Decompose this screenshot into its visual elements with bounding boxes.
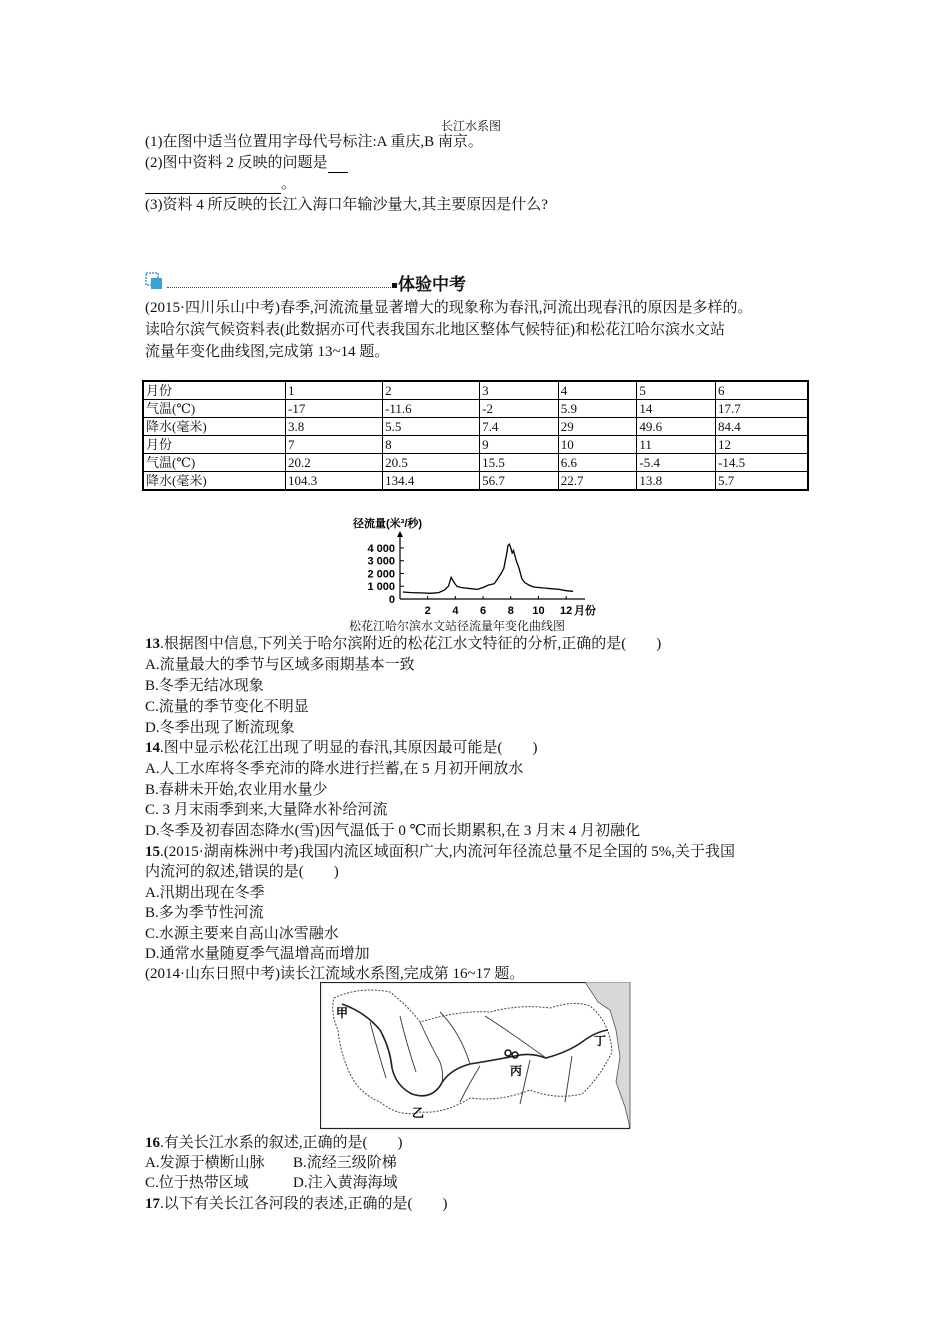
q16-options-row-2 — [145, 1173, 398, 1193]
map-label-ding: 丁 — [594, 1034, 607, 1048]
climate-cell: 5.9 — [558, 400, 637, 418]
climate-table-row — [143, 472, 808, 491]
climate-row-header: 降水(毫米) — [143, 418, 286, 436]
climate-cell: 84.4 — [716, 418, 808, 436]
climate-cell: 134.4 — [383, 472, 480, 491]
climate-cell: 5.5 — [383, 418, 480, 436]
q13-option-d[interactable]: D.冬季出现了断流现象 — [145, 720, 295, 736]
climate-table-row — [143, 454, 808, 472]
climate-cell: 49.6 — [637, 418, 716, 436]
question-15: 15.(2015·湖南株洲中考)我国内流区域面积广大,内流河年径流总量不足全国的 5%,关于我国 — [145, 844, 735, 860]
q16-option-b[interactable]: B.流经三级阶梯 — [293, 1155, 397, 1171]
q16-option-c[interactable]: C.位于热带区域 — [145, 1175, 249, 1191]
climate-cell: -14.5 — [716, 454, 808, 472]
section-icon — [145, 272, 161, 288]
q15-option-a[interactable]: A.汛期出现在冬季 — [145, 885, 265, 901]
question-16: 16.有关长江水系的叙述,正确的是( ) — [145, 1135, 403, 1151]
climate-row-header: 降水(毫米) — [143, 472, 286, 491]
y-tick-label: 1 000 — [367, 581, 395, 594]
question-1: (1)在图中适当位置用字母代号标注:A 重庆,B 南京。 — [145, 134, 483, 150]
y-tick-label: 4 000 — [367, 542, 395, 555]
climate-cell: 56.7 — [480, 472, 559, 491]
climate-row-header: 月份 — [143, 436, 286, 454]
climate-cell: -5.4 — [637, 454, 716, 472]
climate-row-header: 月份 — [143, 381, 286, 400]
climate-cell: 5.7 — [716, 472, 808, 491]
climate-cell: -11.6 — [383, 400, 480, 418]
climate-table-row — [143, 436, 808, 454]
climate-cell: 15.5 — [480, 454, 559, 472]
answer-blank[interactable] — [328, 172, 348, 173]
y-axis-label: 径流量(米³/秒) — [353, 518, 423, 530]
x-tick-label: 12 — [560, 605, 573, 617]
q14-option-a[interactable]: A.人工水库将冬季充沛的降水进行拦蓄,在 5 月初开闸放水 — [145, 761, 524, 777]
x-tick-label: 10 — [532, 605, 545, 617]
climate-cell: 17.7 — [716, 400, 808, 418]
q16-option-d[interactable]: D.注入黄海海域 — [293, 1175, 398, 1191]
climate-cell: 9 — [480, 436, 559, 454]
climate-cell: 3.8 — [286, 418, 383, 436]
section-dotted-rule — [167, 287, 391, 288]
climate-cell: 8 — [383, 436, 480, 454]
y-tick-label: 0 — [388, 594, 395, 606]
harbin-climate-table — [142, 380, 809, 491]
climate-row-header: 气温(℃) — [143, 400, 286, 418]
intro-line-3: 流量年变化曲线图,完成第 13~14 题。 — [145, 344, 390, 360]
q14-option-c[interactable]: C. 3 月末雨季到来,大量降水补给河流 — [145, 802, 388, 818]
map-label-jia: 甲 — [336, 1006, 349, 1020]
section-header — [145, 269, 475, 295]
question-14: 14.图中显示松花江出现了明显的春汛,其原因最可能是( ) — [145, 740, 538, 756]
question-3: (3)资料 4 所反映的长江入海口年输沙量大,其主要原因是什么? — [145, 197, 548, 213]
x-tick-label: 8 — [507, 605, 514, 617]
intro-line-2: 读哈尔滨气候资料表(此数据亦可代表我国东北地区整体气候特征)和松花江哈尔滨水文站 — [145, 322, 725, 338]
climate-cell: 10 — [558, 436, 637, 454]
climate-cell: 11 — [637, 436, 716, 454]
climate-cell: 20.5 — [383, 454, 480, 472]
climate-table-row — [143, 418, 808, 436]
climate-cell: 7.4 — [480, 418, 559, 436]
q15-option-d[interactable]: D.通常水量随夏季气温增高而增加 — [145, 946, 370, 962]
climate-cell: 7 — [286, 436, 383, 454]
q15-option-c[interactable]: C.水源主要来自高山冰雪融水 — [145, 926, 339, 942]
climate-cell: -2 — [480, 400, 559, 418]
intro-16-17: (2014·山东日照中考)读长江流域水系图,完成第 16~17 题。 — [145, 966, 525, 982]
climate-table-row — [143, 381, 808, 400]
question-17: 17.以下有关长江各河段的表述,正确的是( ) — [145, 1196, 448, 1212]
intro-line-1: (2015·四川乐山中考)春季,河流流量显著增大的现象称为春汛,河流出现春汛的原因是多样的。 — [145, 300, 753, 316]
climate-cell: 12 — [716, 436, 808, 454]
climate-cell: 13.8 — [637, 472, 716, 491]
y-tick-label: 2 000 — [367, 568, 395, 581]
climate-cell: 3 — [480, 381, 559, 400]
climate-cell: 5 — [637, 381, 716, 400]
climate-cell: 6 — [716, 381, 808, 400]
q16-options-row-1 — [145, 1153, 397, 1173]
climate-cell: 22.7 — [558, 472, 637, 491]
section-square-bullet — [392, 283, 397, 288]
climate-cell: 2 — [383, 381, 480, 400]
answer-blank-line[interactable] — [145, 193, 281, 194]
q13-option-b[interactable]: B.冬季无结冰现象 — [145, 678, 264, 694]
x-tick-label: 6 — [480, 605, 487, 617]
climate-cell: 1 — [286, 381, 383, 400]
x-axis-label: 月份 — [574, 605, 596, 617]
q15-option-b[interactable]: B.多为季节性河流 — [145, 905, 264, 921]
period: 。 — [281, 176, 297, 192]
question-2-text: (2)图中资料 2 反映的问题是 — [145, 155, 328, 171]
q14-option-d[interactable]: D.冬季及初春固态降水(雪)因气温低于 0 ℃而长期累积,在 3 月末 4 月初融化 — [145, 823, 641, 839]
q14-option-b[interactable]: B.春耕未开始,农业用水量少 — [145, 782, 328, 798]
climate-cell: 14 — [637, 400, 716, 418]
y-axis-arrow — [397, 531, 403, 537]
question-2-continued — [145, 174, 296, 194]
section-title: 体验中考 — [398, 275, 466, 294]
q13-option-a[interactable]: A.流量最大的季节与区域多雨期基本一致 — [145, 657, 415, 673]
x-tick-label: 4 — [452, 605, 459, 617]
q13-option-c[interactable]: C.流量的季节变化不明显 — [145, 699, 309, 715]
climate-cell: 20.2 — [286, 454, 383, 472]
figure-caption-yangtze: 长江水系图 — [441, 119, 502, 133]
question-13: 13.根据图中信息,下列关于哈尔滨附近的松花江水文特征的分析,正确的是( ) — [145, 636, 662, 652]
chart-caption: 松花江哈尔滨水文站径流量年变化曲线图 — [349, 619, 566, 633]
map-label-yi: 乙 — [412, 1106, 425, 1120]
yangtze-basin-map — [320, 982, 631, 1130]
runoff-chart — [345, 513, 615, 633]
map-label-bing: 丙 — [510, 1064, 523, 1078]
climate-cell: 29 — [558, 418, 637, 436]
x-tick-label: 2 — [424, 605, 431, 617]
question-2 — [145, 153, 348, 173]
climate-row-header: 气温(℃) — [143, 454, 286, 472]
runoff-series-line — [403, 544, 573, 593]
question-15-continued: 内流河的叙述,错误的是( ) — [145, 864, 339, 880]
y-tick-label: 3 000 — [367, 555, 395, 568]
climate-cell: 6.6 — [558, 454, 637, 472]
climate-cell: 104.3 — [286, 472, 383, 491]
climate-cell: -17 — [286, 400, 383, 418]
climate-cell: 4 — [558, 381, 637, 400]
q16-option-a[interactable]: A.发源于横断山脉 — [145, 1155, 265, 1171]
climate-table-row — [143, 400, 808, 418]
